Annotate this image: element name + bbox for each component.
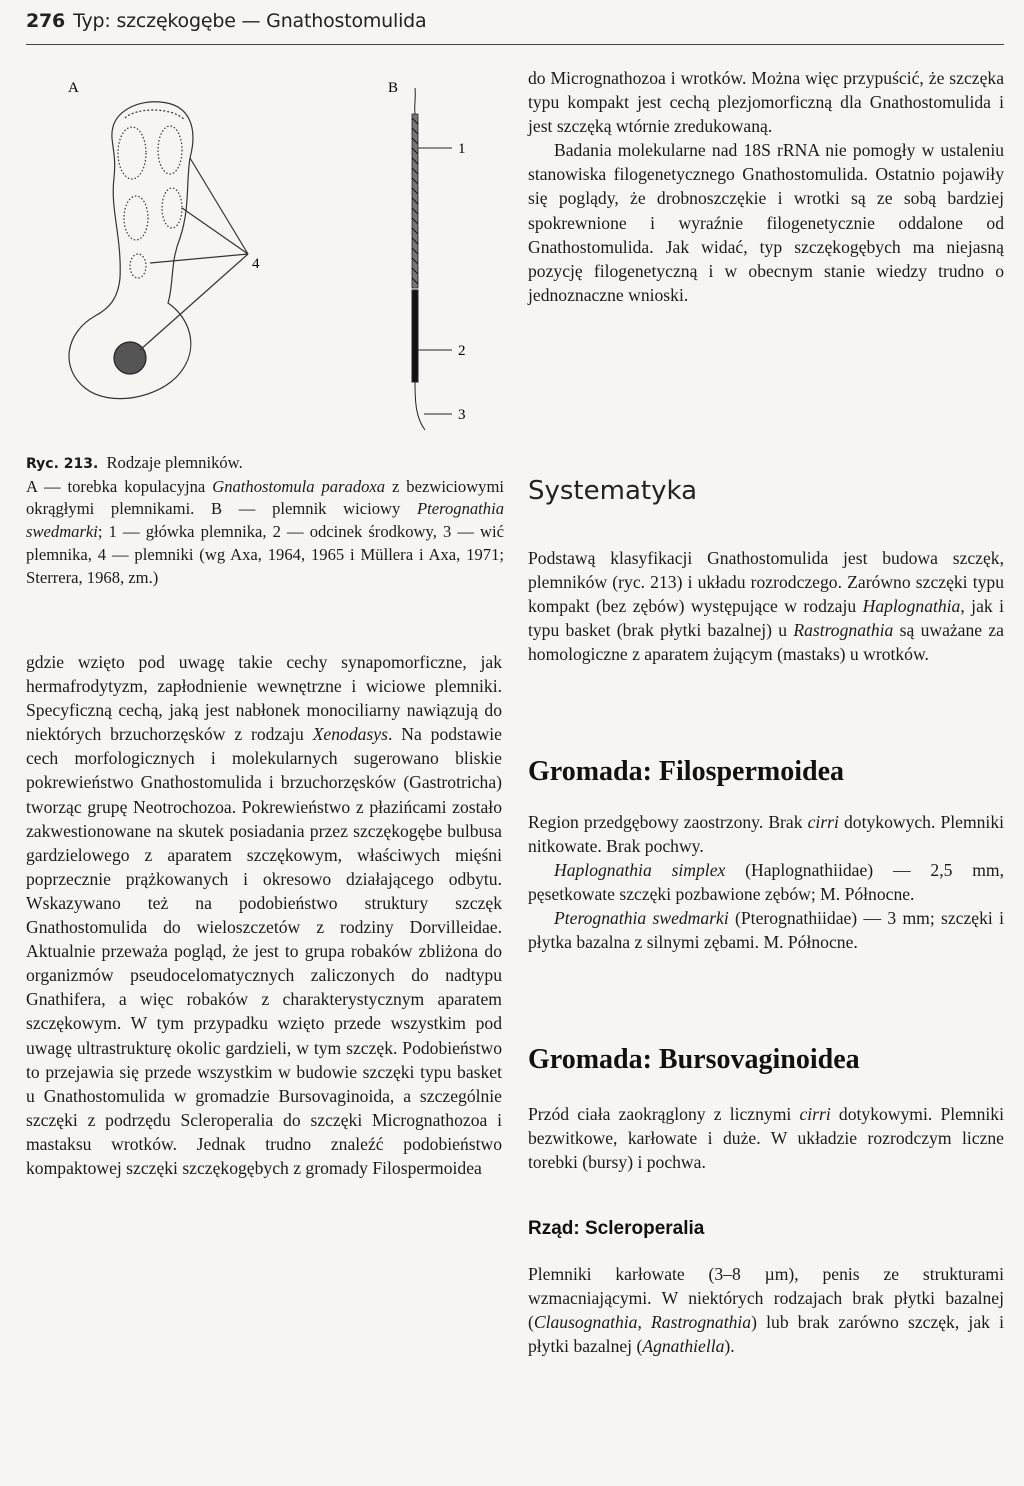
scleroperalia-text [528, 1262, 1004, 1358]
systematyka-text [528, 546, 1004, 666]
p3-text-a: Podstawą klasyfikacji Gnathostomulida jest budowa szczęk, plemników (ryc. 213) i układu rozrodczego. Zarówno szczęki typu kompakt (bez zębów) występujące w rodzaju [528, 548, 1004, 617]
figure-panel-a-label: A [68, 80, 79, 96]
p4-cirri: cirri [807, 812, 839, 832]
bursovaginoidea-text [528, 1102, 1004, 1174]
p8-text-c: ). [724, 1336, 735, 1357]
figure-label-1: 1 [458, 141, 466, 157]
heading-scleroperalia: Rząd: Scleroperalia [528, 1218, 705, 1239]
right-paragraph-4 [528, 810, 1004, 858]
p4-text-a: Region przedgębowy zaostrzony. Brak [528, 812, 808, 832]
left-paragraph [26, 650, 502, 1180]
sperm-drawing [412, 88, 452, 430]
p8-genus: Agnathiella [642, 1336, 725, 1357]
p6-text: (Pterognathiidae) — 3 mm; szczęki i płytka bazalna z silnymi zębami. M. Północne. [528, 908, 1004, 953]
caption-text-1: A — torebka kopulacyjna [26, 476, 213, 496]
heading-filospermoidea: Gromada: Filospermoidea [528, 756, 845, 787]
caption-text-3: ; 1 — główka plemnika, 2 — odcinek środkowy, 3 — wić plemnika, 4 — plemniki (wg Axa, 1964, 1965 i Müllera i Axa, 1971; Sterrera, 1968, zm.) [26, 522, 504, 587]
filospermoidea-text [528, 810, 1004, 955]
right-paragraph-5 [528, 858, 1004, 906]
p7-text-a: Przód ciała zaokrąglony z licznymi [528, 1104, 800, 1124]
figure-213 [40, 58, 500, 458]
right-paragraph-8 [528, 1262, 1004, 1358]
left-text-genus: Xenodasys [312, 724, 388, 745]
p5-species: Haplognathia simplex [554, 860, 726, 881]
figure-label-2: 2 [458, 343, 466, 359]
heading-systematyka: Systematyka [528, 476, 697, 506]
p3-genus-1: Haplognathia [862, 596, 961, 617]
caption-species-2: Pterognathia swedmarki [26, 499, 504, 542]
caption-title: Rodzaje plemników. [106, 453, 243, 472]
right-paragraph-1: do Micrognathozoa i wrotków. Można więc przypuścić, że szczęka typu kompakt jest cechą plezjomorficzną dla Gnathostomulida i jest szczęką wtórnie zredukowaną. [528, 68, 1004, 137]
p5-text: (Haplognathiidae) — 2,5 mm, pęsetkowate szczęki pozbawione zębów; M. Północne. [528, 860, 1004, 905]
p8-text-a: Plemniki karłowate (3–8 µm), penis ze strukturami wzmacniającymi. W niektórych rodzajach brak płytki bazalnej ( [528, 1264, 1004, 1333]
right-paragraph-3 [528, 546, 1004, 666]
p7-cirri: cirri [799, 1104, 831, 1124]
p8-genera: Clausognathia, Rastrognathia [533, 1312, 752, 1333]
caption-species-1: Gnathostomula paradoxa [212, 476, 386, 496]
left-text-a: gdzie wzięto pod uwagę takie cechy synapomorficzne, jak hermafrodytyzm, zapłodnienie wewnętrzne i wiciowe plemniki. Specyficzną cechą, jaką jest nabłonek monociliarny nawiązują do niektórych brzuchorzęsków z rodzaju [26, 652, 502, 745]
bursa-drawing [69, 102, 248, 399]
running-head [26, 10, 426, 32]
page-number: 276 [26, 10, 66, 32]
caption-label: Ryc. 213. [26, 456, 99, 472]
running-title: Typ: szczękogębe — Gnathostomulida [73, 10, 427, 32]
p3-genus-2: Rastrognathia [793, 620, 894, 641]
right-paragraph-6 [528, 906, 1004, 954]
p8-text-b: ) lub brak zarówno szczęk, jak i płytki bazalnej ( [528, 1312, 1004, 1357]
header-rule [26, 44, 1004, 45]
p3-text-b: , jak i typu basket (brak płytki bazalnej) u [528, 596, 1004, 641]
right-paragraph-7 [528, 1102, 1004, 1174]
figure-label-4: 4 [252, 256, 260, 272]
p4-text-b: dotykowych. Plemniki nitkowate. Brak pochwy. [528, 812, 1004, 857]
p3-text-c: są uważane za homologiczne z aparatem żującym (mastaks) u wrotków. [528, 620, 1004, 665]
p6-species: Pterognathia swedmarki [554, 908, 729, 929]
left-column-text [26, 650, 502, 1180]
right-paragraph-2: Badania molekularne nad 18S rRNA nie pomogły w ustaleniu stanowiska filogenetycznego Gnathostomulida. Ostatnio pojawiły się poglądy, że drobnoszczękie i wrotki są ze sobą bardziej spokrewnione i wyraźnie filogenetycznie oddalone od Gnathostomulida. Jak widać, typ szczękogębych ma niejasną pozycję filogenetyczną i w obecnym stanie wiedzy trudno o jednoznaczne wnioski. [528, 140, 1004, 305]
caption-text-2: z bezwiciowymi okrągłymi plemnikami. B — plemnik wiciowy [26, 476, 505, 519]
left-text-b: . Na podstawie cech morfologicznych i molekularnych sugerowano bliskie pokrewieństwo Gnathostomulida i brzuchorzęsków (Gastrotricha) tworząc grupę Neotrochozoa. Pokrewieństwo z płazińcami zostało zakwestionowane na skutek posiadania przez szczękogębe bulbusa gardzielowego z aparatem szczękowym, właściwych mięśni poprzecznie prążkowanych i okresowo działającego odbytu. Wskazywano też na podobieństwo struktury szczęk Gnathostomulida do wieloszczetów z rodziny Dorvilleidae. Aktualnie przeważa pogląd, że jest to grupa robaków zbliżona do organizmów pseudocelomatycznych zaliczonych do nadtypu Gnathifera, a więc robaków z charakterystycznym aparatem szczękowym. W tym przypadku wzięto przede wszystkim pod uwagę ultrastrukturę okolic gardzieli, w tym szczęk. Podobieństwo to przejawia się przede wszystkim w budowie szczęki typu basket u Gnathostomulida w gromadzie Bursovaginoida, a szczególnie szczęki z podrzędu Scleroperalia do szczęki Micrognathozoa i mastaksu wrotków. Jednak trudno znaleźć podobieństwo kompaktowej szczęki szczękogębych z gromady Filospermoidea [26, 724, 502, 1178]
figure-caption [26, 452, 504, 589]
p7-text-b: dotykowymi. Plemniki bezwitkowe, karłowate i duże. W układzie rozrodczym liczne torebki (bursy) i pochwa. [528, 1104, 1004, 1173]
right-column-top [528, 66, 1004, 307]
heading-bursovaginoidea: Gromada: Bursovaginoidea [528, 1044, 860, 1075]
figure-label-3: 3 [458, 407, 466, 423]
figure-panel-b-label: B [388, 80, 399, 96]
